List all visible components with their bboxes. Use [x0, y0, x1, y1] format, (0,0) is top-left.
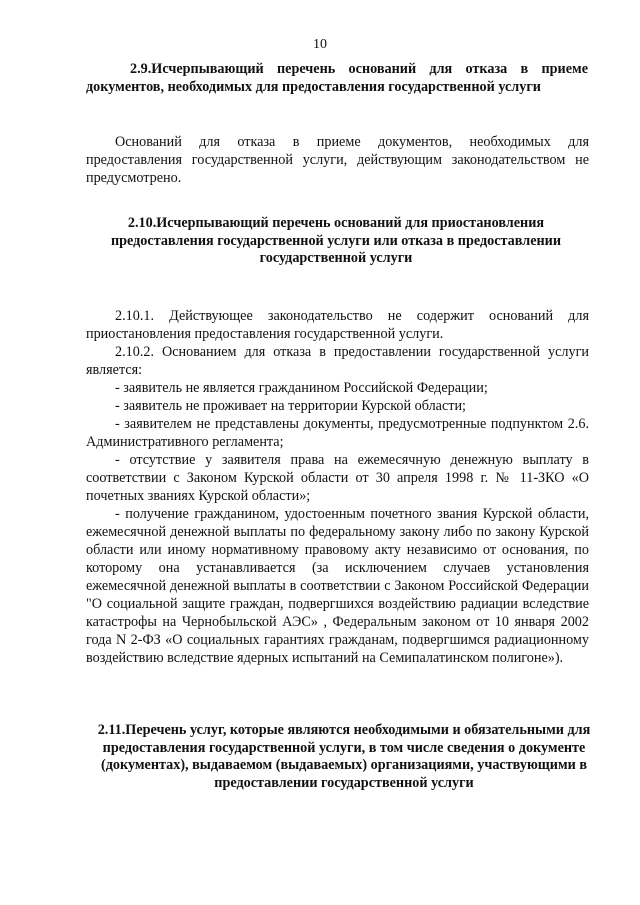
section-2-10-heading: 2.10.Исчерпывающий перечень оснований для приостановления предоставления государственной услуги или отказа в предоставлении государственной услуги: [110, 215, 562, 266]
list-item: - получение гражданином, удостоенным почетного звания Курской области, ежемесячной денежной выплаты по федеральному закону либо по закону Курской области или иному нормативному правовому акту независимо от основания, по которому она устанавливается (за исключением случаев установления ежемесячной денежной выплаты в соответствии с Законом Российской Федерации "О социальной защите граждан, подвергшихся воздействию радиации вследствие катастрофы на Чернобыльской АЭС» , Федеральным законом от 10 января 2002 года N 2-ФЗ «О социальных гарантиях гражданам, подвергшимся радиационному воздействию вследствие ядерных испытаний на Семипалатинском полигоне»).: [86, 506, 589, 666]
section-2-10-body: [86, 307, 589, 667]
section-2-9-paragraph-block: [86, 133, 589, 187]
list-item: - заявителем не представлены документы, предусмотренные подпунктом 2.6. Административного регламента;: [86, 416, 589, 450]
section-2-9-heading: [86, 61, 588, 96]
list-item: - заявитель не проживает на территории Курской области;: [115, 398, 466, 414]
section-2-9-paragraph: Оснований для отказа в приеме документов, необходимых для предоставления государственной услуги, действующим законодательством не предусмотрено.: [86, 134, 589, 186]
section-2-9-heading-line2: документов, необходимых для предоставления государственной услуги: [86, 78, 541, 95]
list-item: - отсутствие у заявителя права на ежемесячную денежную выплату в соответствии с Законом Курской области от 30 апреля 1998 г. № 11-ЗКО «О почетных званиях Курской области»;: [86, 452, 589, 504]
paragraph-2-10-2: 2.10.2. Основанием для отказа в предоставлении государственной услуги является:: [86, 344, 589, 378]
section-2-9-heading-line1: 2.9.Исчерпывающий перечень оснований для отказа в приеме: [130, 61, 588, 77]
paragraph-2-10-1: 2.10.1. Действующее законодательство не содержит оснований для приостановления предоставления государственной услуги.: [86, 308, 589, 342]
section-2-11-heading: 2.11.Перечень услуг, которые являются необходимыми и обязательными для предоставления государственной услуги, в том числе сведения о документе (документах), выдаваемом (выдаваемых) организациями, участвующими в предоставлении государственной услуги: [97, 722, 591, 791]
page-number: 10: [313, 37, 327, 52]
list-item: - заявитель не является гражданином Российской Федерации;: [115, 380, 488, 396]
